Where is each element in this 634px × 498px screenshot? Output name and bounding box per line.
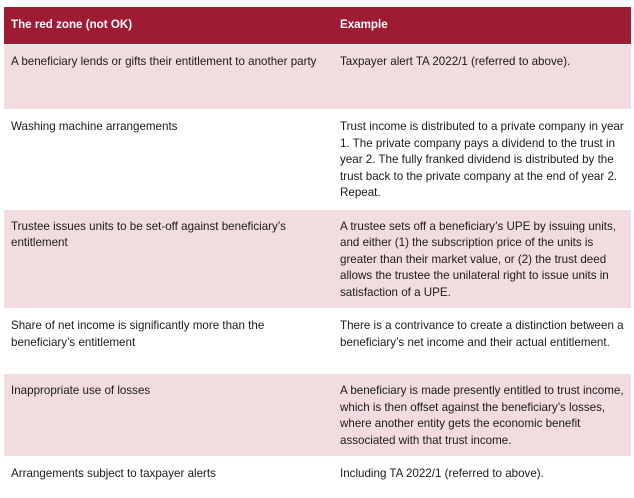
red-zone-table bbox=[4, 7, 631, 498]
example-cell: A beneficiary is made presently entitled to trust income, which is then offset against the beneficiary’s losses, where another entity gets the economic benefit associated with that trust income. bbox=[334, 374, 631, 457]
table-header-row bbox=[4, 7, 631, 45]
table-row bbox=[4, 209, 631, 309]
zone-cell: Trustee issues units to be set-off against beneficiary’s entitlement bbox=[4, 209, 334, 309]
zone-cell: Share of net income is significantly more than the beneficiary’s entitlement bbox=[4, 309, 334, 374]
example-cell: Including TA 2022/1 (referred to above). bbox=[334, 457, 631, 498]
zone-cell: A beneficiary lends or gifts their entitlement to another party bbox=[4, 45, 334, 110]
header-red-zone: The red zone (not OK) bbox=[4, 7, 334, 45]
zone-cell: Inappropriate use of losses bbox=[4, 374, 334, 457]
table-row bbox=[4, 374, 631, 457]
example-cell: There is a contrivance to create a distinction between a beneficiary’s net income and their actual entitlement. bbox=[334, 309, 631, 374]
zone-cell: Arrangements subject to taxpayer alerts bbox=[4, 457, 334, 498]
table-row bbox=[4, 309, 631, 374]
example-cell: Taxpayer alert TA 2022/1 (referred to above). bbox=[334, 45, 631, 110]
table-row bbox=[4, 457, 631, 498]
table-row bbox=[4, 45, 631, 110]
example-cell: A trustee sets off a beneficiary’s UPE by issuing units, and either (1) the subscription price of the units is greater than their market value, or (2) the trust deed allows the trustee the unilateral right to issue units in satisfaction of a UPE. bbox=[334, 209, 631, 309]
table-row bbox=[4, 110, 631, 210]
zone-cell: Washing machine arrangements bbox=[4, 110, 334, 210]
header-example: Example bbox=[334, 7, 631, 45]
example-cell: Trust income is distributed to a private company in year 1. The private company pays a dividend to the trust in year 2. The fully franked dividend is distributed by the trust back to the private company at the end of year 2. Repeat. bbox=[334, 110, 631, 210]
